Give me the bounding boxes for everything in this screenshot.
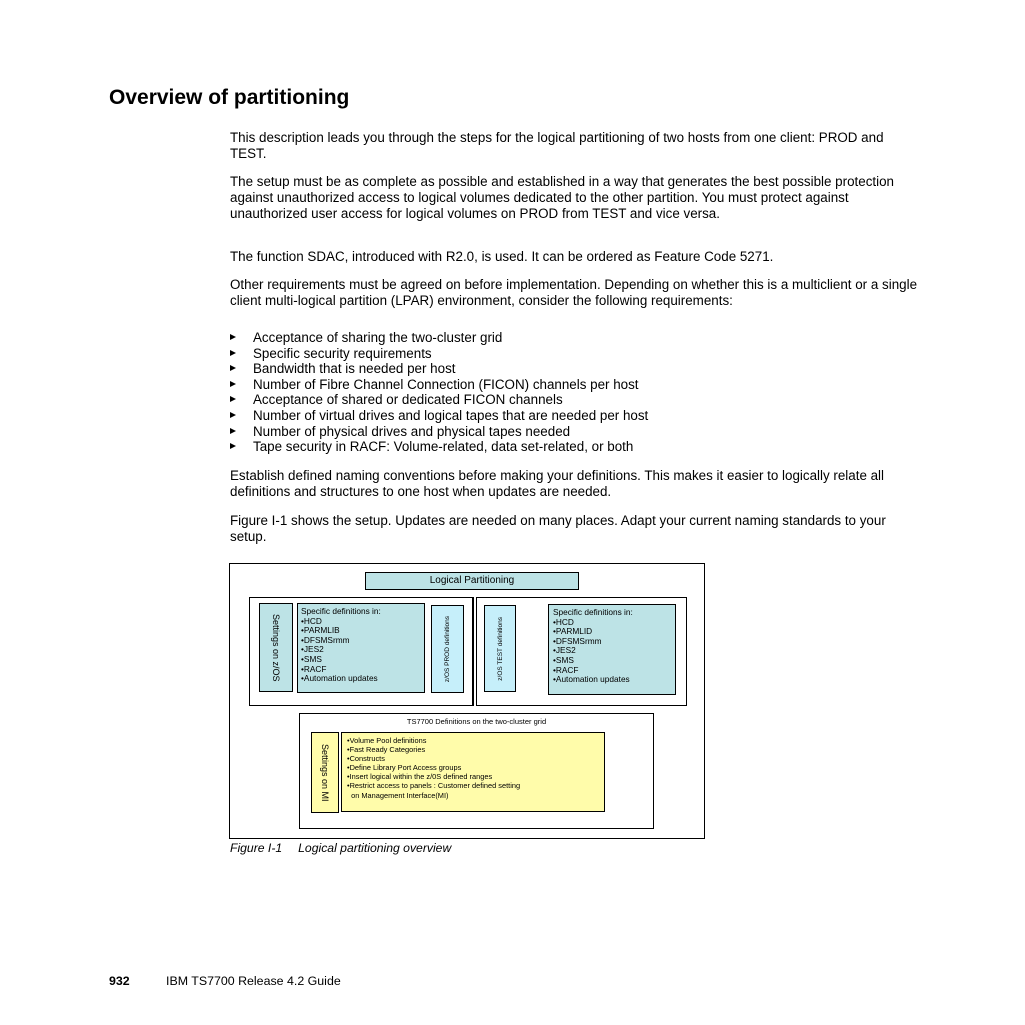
prod-definitions-list: Specific definitions in: •HCD •PARMLIB •DFSMSrmm •JES2 •SMS •RACF •Automation updates	[297, 603, 425, 693]
paragraph-sdac: The function SDAC, introduced with R2.0, is used. It can be ordered as Feature Code 5271.	[230, 249, 774, 264]
zos-test-definitions-label: z/OS TEST definitions	[484, 605, 516, 692]
paragraph-setup: The setup must be as complete as possible and established in a way that generates the best possible protection against unauthorized access to logical volumes dedicated to the other partition. You must protect against unauthorized user access for logical volumes on PROD from TEST and vice versa.	[230, 174, 894, 221]
bullet-triangle-icon	[230, 443, 236, 449]
mi-definitions-list: •Volume Pool definitions •Fast Ready Categories •Constructs •Define Library Port Access groups •Insert logical within the z/0S defined ranges •Restrict access to panels : Customer defined setting on Management Interface(MI)	[341, 732, 605, 812]
bullet-triangle-icon	[230, 365, 236, 371]
partitioning-diagram	[229, 563, 705, 839]
bullet-triangle-icon	[230, 350, 236, 356]
list-item: Tape security in RACF: Volume-related, data set-related, or both	[230, 439, 920, 455]
requirements-list	[230, 330, 920, 455]
paragraph-figure-ref: Figure I-1 shows the setup. Updates are needed on many places. Adapt your current naming standards to your setup.	[230, 513, 886, 544]
book-title: IBM TS7700 Release 4.2 Guide	[166, 974, 341, 988]
list-item: Specific security requirements	[230, 346, 920, 362]
bullet-triangle-icon	[230, 396, 236, 402]
paragraph-naming: Establish defined naming conventions before making your definitions. This makes it easier to logically relate all definitions and structures to one host when updates are needed.	[230, 468, 885, 499]
bullet-triangle-icon	[230, 334, 236, 340]
zos-prod-definitions-label: z/OS PROD definitions	[431, 605, 464, 693]
page-number: 932	[109, 974, 130, 988]
ts7700-grid-title: TS7700 Definitions on the two-cluster grid	[406, 717, 547, 726]
group-divider	[472, 597, 474, 706]
list-item: Number of Fibre Channel Connection (FICON) channels per host	[230, 377, 920, 393]
page-footer	[109, 974, 341, 988]
bullet-triangle-icon	[230, 428, 236, 434]
list-item: Number of virtual drives and logical tapes that are needed per host	[230, 408, 920, 424]
zos-settings-label: Settings on z/OS	[259, 603, 293, 692]
paragraph-intro: This description leads you through the steps for the logical partitioning of two hosts from one client: PROD and TEST.	[230, 130, 884, 161]
diagram-title: Logical Partitioning	[365, 572, 579, 590]
figure-caption: Figure I-1 Logical partitioning overview	[230, 841, 452, 855]
mi-settings-label: Settings on MI	[311, 732, 339, 813]
test-definitions-list: Specific definitions in: •HCD •PARMLID •DFSMSrmm •JES2 •SMS •RACF •Automation updates	[548, 604, 676, 695]
list-item: Number of physical drives and physical tapes needed	[230, 424, 920, 440]
list-item: Acceptance of shared or dedicated FICON channels	[230, 392, 920, 408]
list-item: Acceptance of sharing the two-cluster grid	[230, 330, 920, 346]
bullet-triangle-icon	[230, 412, 236, 418]
bullet-triangle-icon	[230, 381, 236, 387]
list-item: Bandwidth that is needed per host	[230, 361, 920, 377]
page-heading: Overview of partitioning	[109, 86, 350, 109]
paragraph-requirements: Other requirements must be agreed on before implementation. Depending on whether this is a multiclient or a single client multi-logical partition (LPAR) environment, consider the following requirements:	[230, 277, 918, 308]
